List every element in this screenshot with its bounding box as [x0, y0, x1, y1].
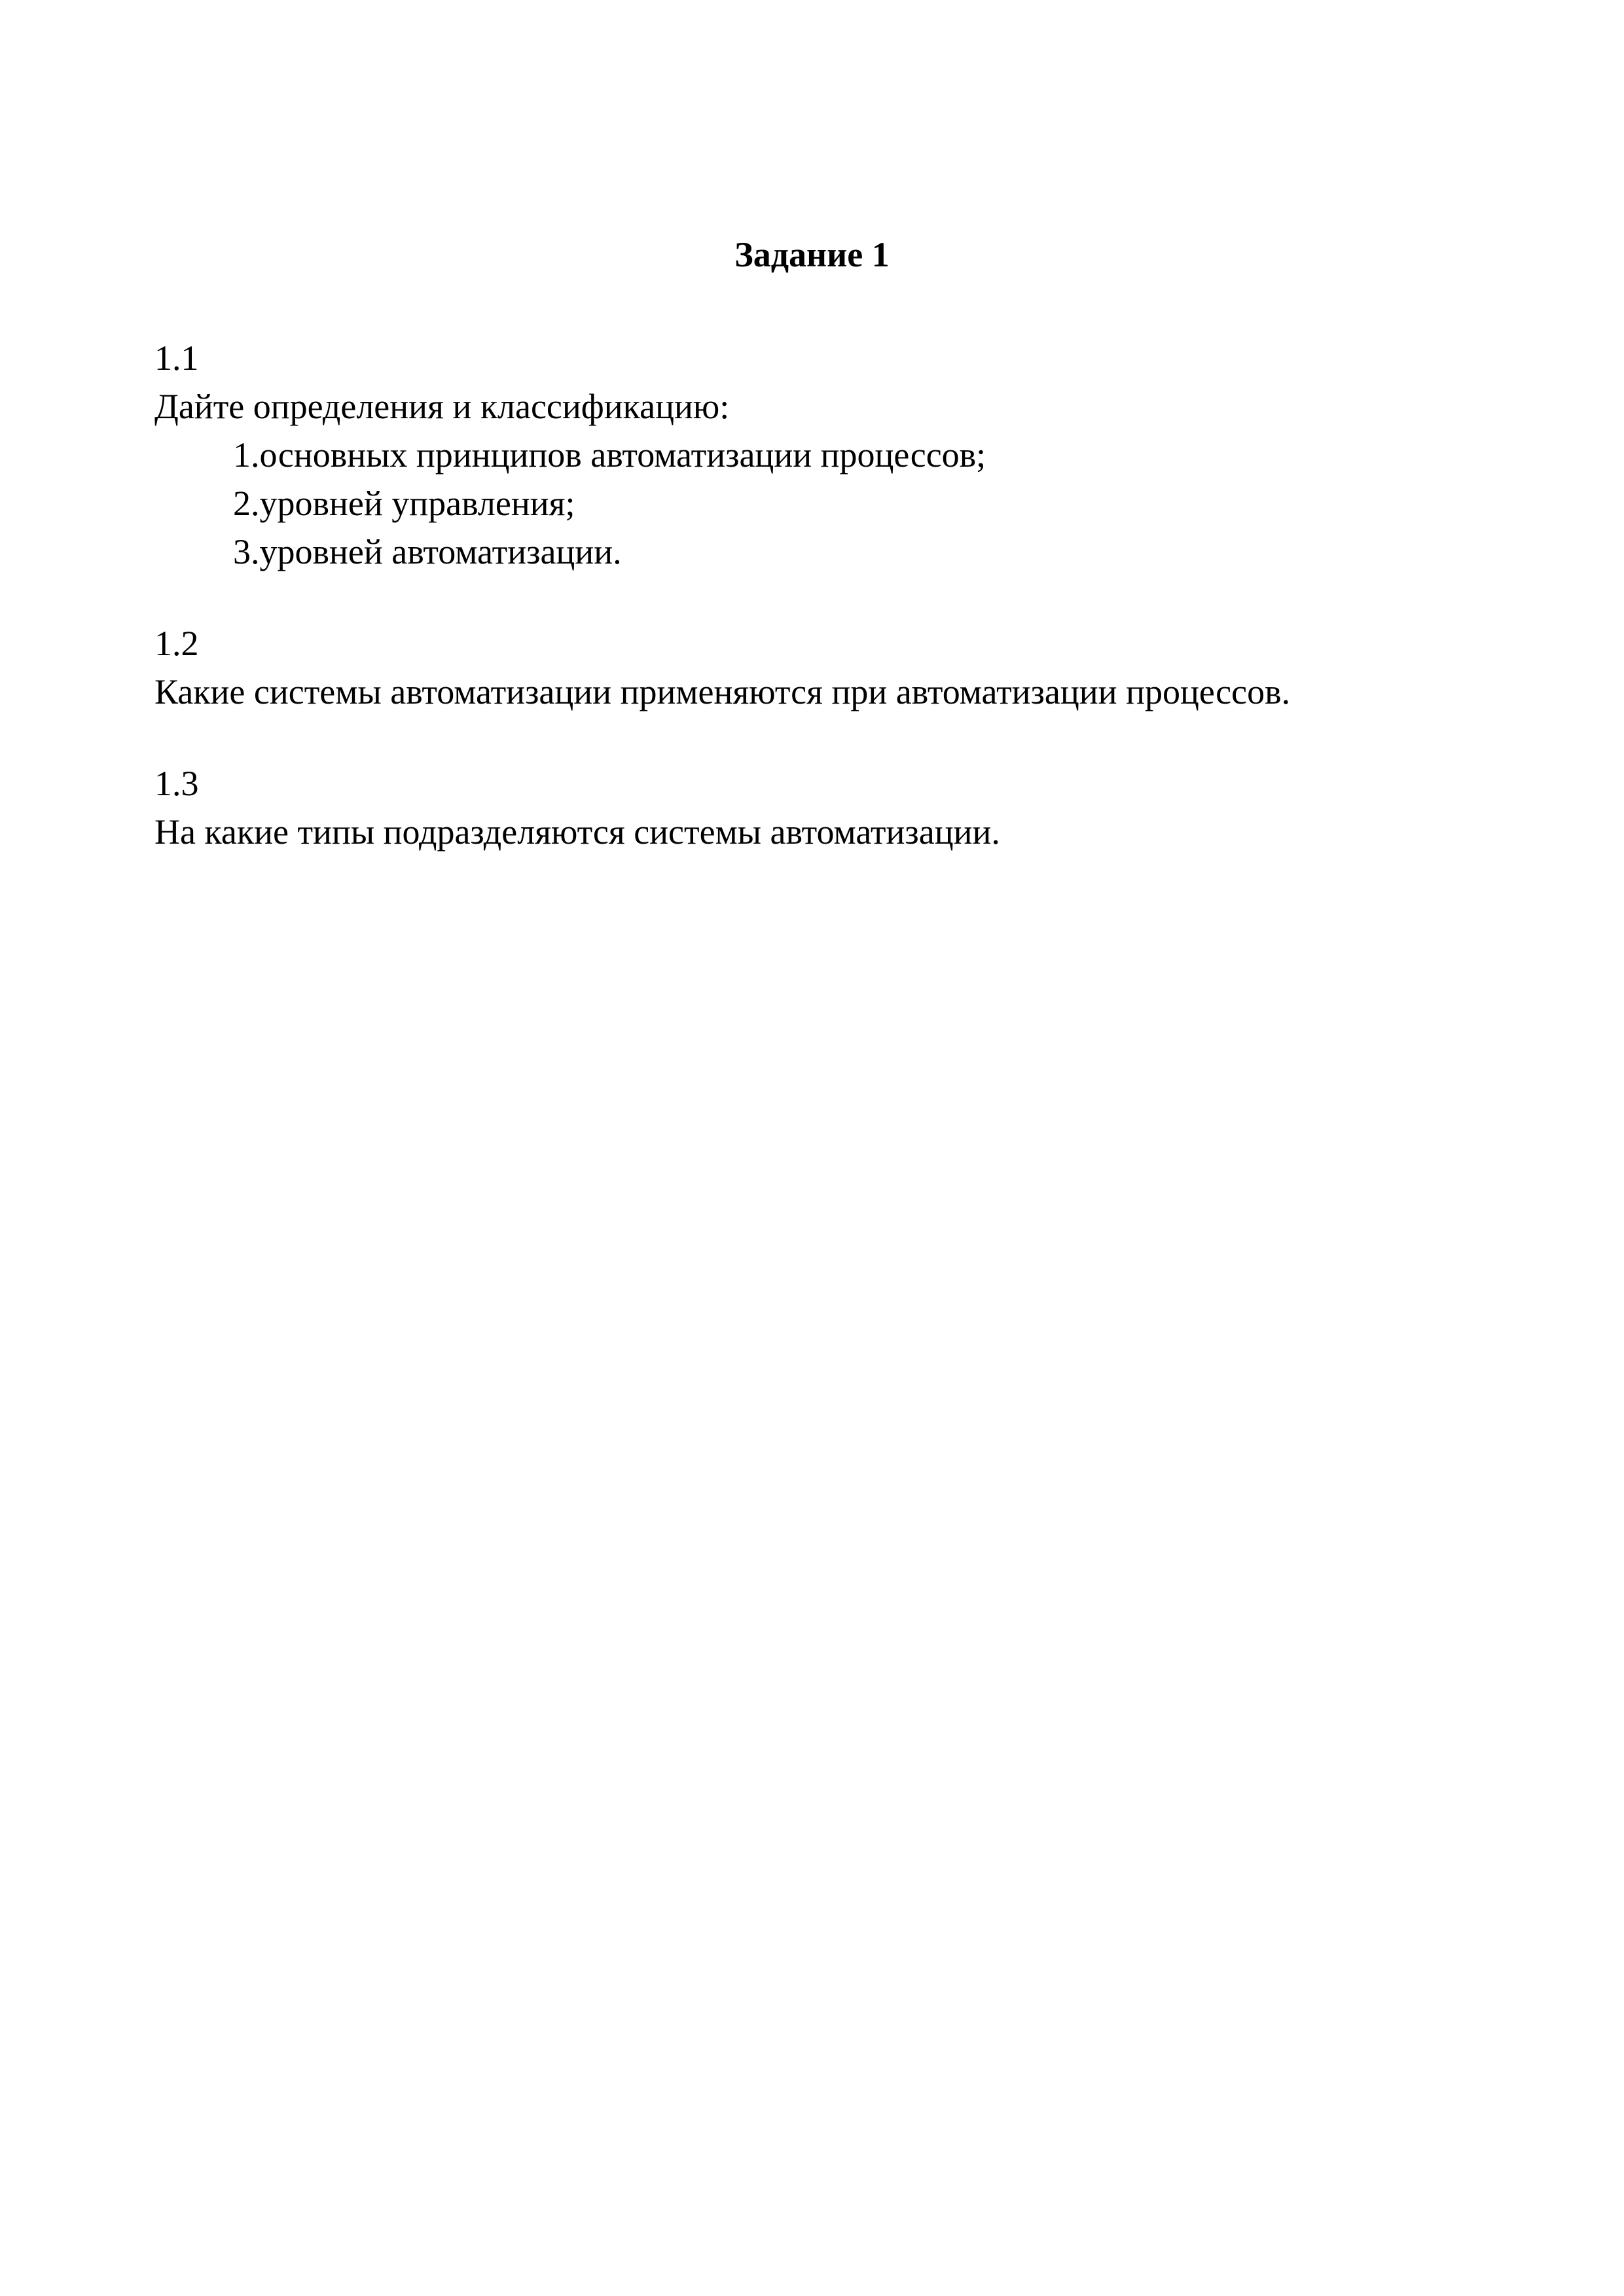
section-number-1-3: 1.3	[154, 764, 199, 803]
page-title: Задание 1	[734, 235, 890, 274]
section-text-1-3: На какие типы подразделяются системы автоматизации.	[154, 812, 1000, 852]
list-item: 2.уровней управления;	[233, 484, 575, 523]
section-text-1-2: Какие системы автоматизации применяются при автоматизации процессов.	[154, 672, 1291, 711]
section-number-1-2: 1.2	[154, 624, 199, 663]
section-text-1-1: Дайте определения и классификацию:	[154, 387, 730, 426]
list-item: 3.уровней автоматизации.	[233, 532, 622, 571]
list-item: 1.основных принципов автоматизации процессов;	[233, 435, 986, 475]
section-number-1-1: 1.1	[154, 338, 199, 378]
